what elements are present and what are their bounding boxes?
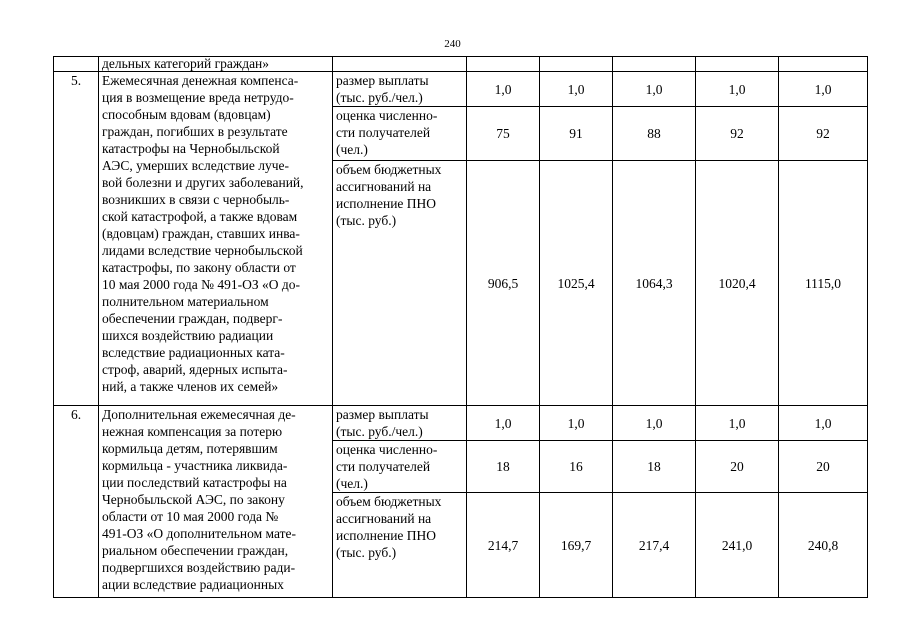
metric-label-line: ассигнований на bbox=[336, 511, 432, 526]
value-cell: 1,0 bbox=[467, 72, 540, 107]
description-line: катастрофы, по закону области от bbox=[102, 260, 296, 275]
description-line: Чернобыльской АЭС, по закону bbox=[102, 492, 285, 507]
value-cell: 1,0 bbox=[779, 72, 868, 107]
description-line: полнительном материальном bbox=[102, 294, 269, 309]
value-cell: 20 bbox=[696, 441, 779, 493]
value-cell: 1,0 bbox=[540, 406, 613, 441]
description-line: вследствие радиационных ката- bbox=[102, 345, 285, 360]
description-line: кормильца - участника ликвида- bbox=[102, 458, 288, 473]
metric-label bbox=[333, 161, 467, 406]
value-cell: 1,0 bbox=[467, 406, 540, 441]
description-line: Дополнительная ежемесячная де- bbox=[102, 407, 296, 422]
row-description bbox=[99, 72, 333, 406]
value-cell: 1,0 bbox=[779, 406, 868, 441]
metric-label-line: (чел.) bbox=[336, 476, 368, 491]
value-cell: 1,0 bbox=[613, 72, 696, 107]
description-line: АЭС, умерших вследствие луче- bbox=[102, 158, 290, 173]
description-line: шихся воздействию радиации bbox=[102, 328, 274, 343]
metric-label bbox=[333, 72, 467, 107]
description-line: 491-ОЗ «О дополнительном мате- bbox=[102, 526, 297, 541]
description-line: граждан, погибших в результате bbox=[102, 124, 288, 139]
metric-label bbox=[333, 493, 467, 598]
row-index: 5. bbox=[54, 72, 99, 406]
value-cell: 1064,3 bbox=[613, 161, 696, 406]
description-line: ской катастрофой, а также вдовам bbox=[102, 209, 298, 224]
description-line: обеспечении граждан, подверг- bbox=[102, 311, 283, 326]
description-line: строф, аварий, ядерных испыта- bbox=[102, 362, 288, 377]
metric-label-line: сти получателей bbox=[336, 459, 431, 474]
table-row bbox=[54, 406, 868, 441]
description-line: вой болезни и других заболеваний, bbox=[102, 175, 304, 190]
value-cell: 1,0 bbox=[613, 406, 696, 441]
description-line: области от 10 мая 2000 года № bbox=[102, 509, 279, 524]
value-cell: 16 bbox=[540, 441, 613, 493]
description-line: ция в возмещение вреда нетрудо- bbox=[102, 90, 294, 105]
metric-label-line: исполнение ПНО bbox=[336, 196, 437, 211]
description-line: ции последствий катастрофы на bbox=[102, 475, 287, 490]
value-cell: 75 bbox=[467, 107, 540, 161]
description-line: кормильца детям, потерявшим bbox=[102, 441, 278, 456]
description-line: ации вследствие радиационных bbox=[102, 577, 284, 592]
value-cell: 92 bbox=[696, 107, 779, 161]
description-line: катастрофы на Чернобыльской bbox=[102, 141, 280, 156]
continuation-text: дельных категорий граждан» bbox=[99, 57, 333, 72]
budget-table bbox=[53, 56, 868, 598]
value-cell: 18 bbox=[467, 441, 540, 493]
description-line: подвергшихся воздействию ради- bbox=[102, 560, 296, 575]
value-cell: 18 bbox=[613, 441, 696, 493]
metric-label-line: (тыс. руб./чел.) bbox=[336, 424, 423, 439]
empty-cell bbox=[333, 57, 467, 72]
description-line: (вдовцам) граждан, ставших инва- bbox=[102, 226, 300, 241]
metric-label-line: (тыс. руб./чел.) bbox=[336, 90, 423, 105]
index-cell bbox=[54, 57, 99, 72]
value-cell: 1115,0 bbox=[779, 161, 868, 406]
metric-label bbox=[333, 107, 467, 161]
row-description bbox=[99, 406, 333, 598]
value-cell: 169,7 bbox=[540, 493, 613, 598]
empty-cell bbox=[540, 57, 613, 72]
empty-cell bbox=[696, 57, 779, 72]
metric-label-line: оценка численно- bbox=[336, 108, 438, 123]
metric-label-line: размер выплаты bbox=[336, 73, 429, 88]
description-line: Ежемесячная денежная компенса- bbox=[102, 73, 299, 88]
value-cell: 1,0 bbox=[696, 72, 779, 107]
row-index: 6. bbox=[54, 406, 99, 598]
metric-label-line: сти получателей bbox=[336, 125, 431, 140]
metric-label-line: (тыс. руб.) bbox=[336, 213, 397, 228]
value-cell: 1,0 bbox=[540, 72, 613, 107]
value-cell: 241,0 bbox=[696, 493, 779, 598]
page-number: 240 bbox=[444, 38, 461, 50]
metric-label-line: оценка численно- bbox=[336, 442, 438, 457]
value-cell: 906,5 bbox=[467, 161, 540, 406]
description-line: способным вдовам (вдовцам) bbox=[102, 107, 271, 122]
description-line: лидами вследствие чернобыльской bbox=[102, 243, 303, 258]
metric-label-line: ассигнований на bbox=[336, 179, 432, 194]
metric-label-line: исполнение ПНО bbox=[336, 528, 437, 543]
value-cell: 88 bbox=[613, 107, 696, 161]
value-cell: 1,0 bbox=[696, 406, 779, 441]
description-line: возникших в связи с чернобыль- bbox=[102, 192, 290, 207]
metric-label-line: размер выплаты bbox=[336, 407, 429, 422]
metric-label-line: (тыс. руб.) bbox=[336, 545, 397, 560]
empty-cell bbox=[613, 57, 696, 72]
empty-cell bbox=[779, 57, 868, 72]
continuation-row bbox=[54, 57, 868, 72]
table-row bbox=[54, 72, 868, 107]
value-cell: 240,8 bbox=[779, 493, 868, 598]
value-cell: 1020,4 bbox=[696, 161, 779, 406]
description-line: риальном обеспечении граждан, bbox=[102, 543, 289, 558]
table-body bbox=[54, 57, 868, 598]
metric-label-line: объем бюджетных bbox=[336, 162, 442, 177]
description-line: нежная компенсация за потерю bbox=[102, 424, 283, 439]
metric-label-line: объем бюджетных bbox=[336, 494, 442, 509]
value-cell: 214,7 bbox=[467, 493, 540, 598]
metric-label bbox=[333, 406, 467, 441]
value-cell: 92 bbox=[779, 107, 868, 161]
description-line: ний, а также членов их семей» bbox=[102, 379, 279, 394]
value-cell: 20 bbox=[779, 441, 868, 493]
description-line: 10 мая 2000 года № 491-ОЗ «О до- bbox=[102, 277, 300, 292]
metric-label-line: (чел.) bbox=[336, 142, 368, 157]
metric-label bbox=[333, 441, 467, 493]
value-cell: 1025,4 bbox=[540, 161, 613, 406]
empty-cell bbox=[467, 57, 540, 72]
value-cell: 91 bbox=[540, 107, 613, 161]
value-cell: 217,4 bbox=[613, 493, 696, 598]
